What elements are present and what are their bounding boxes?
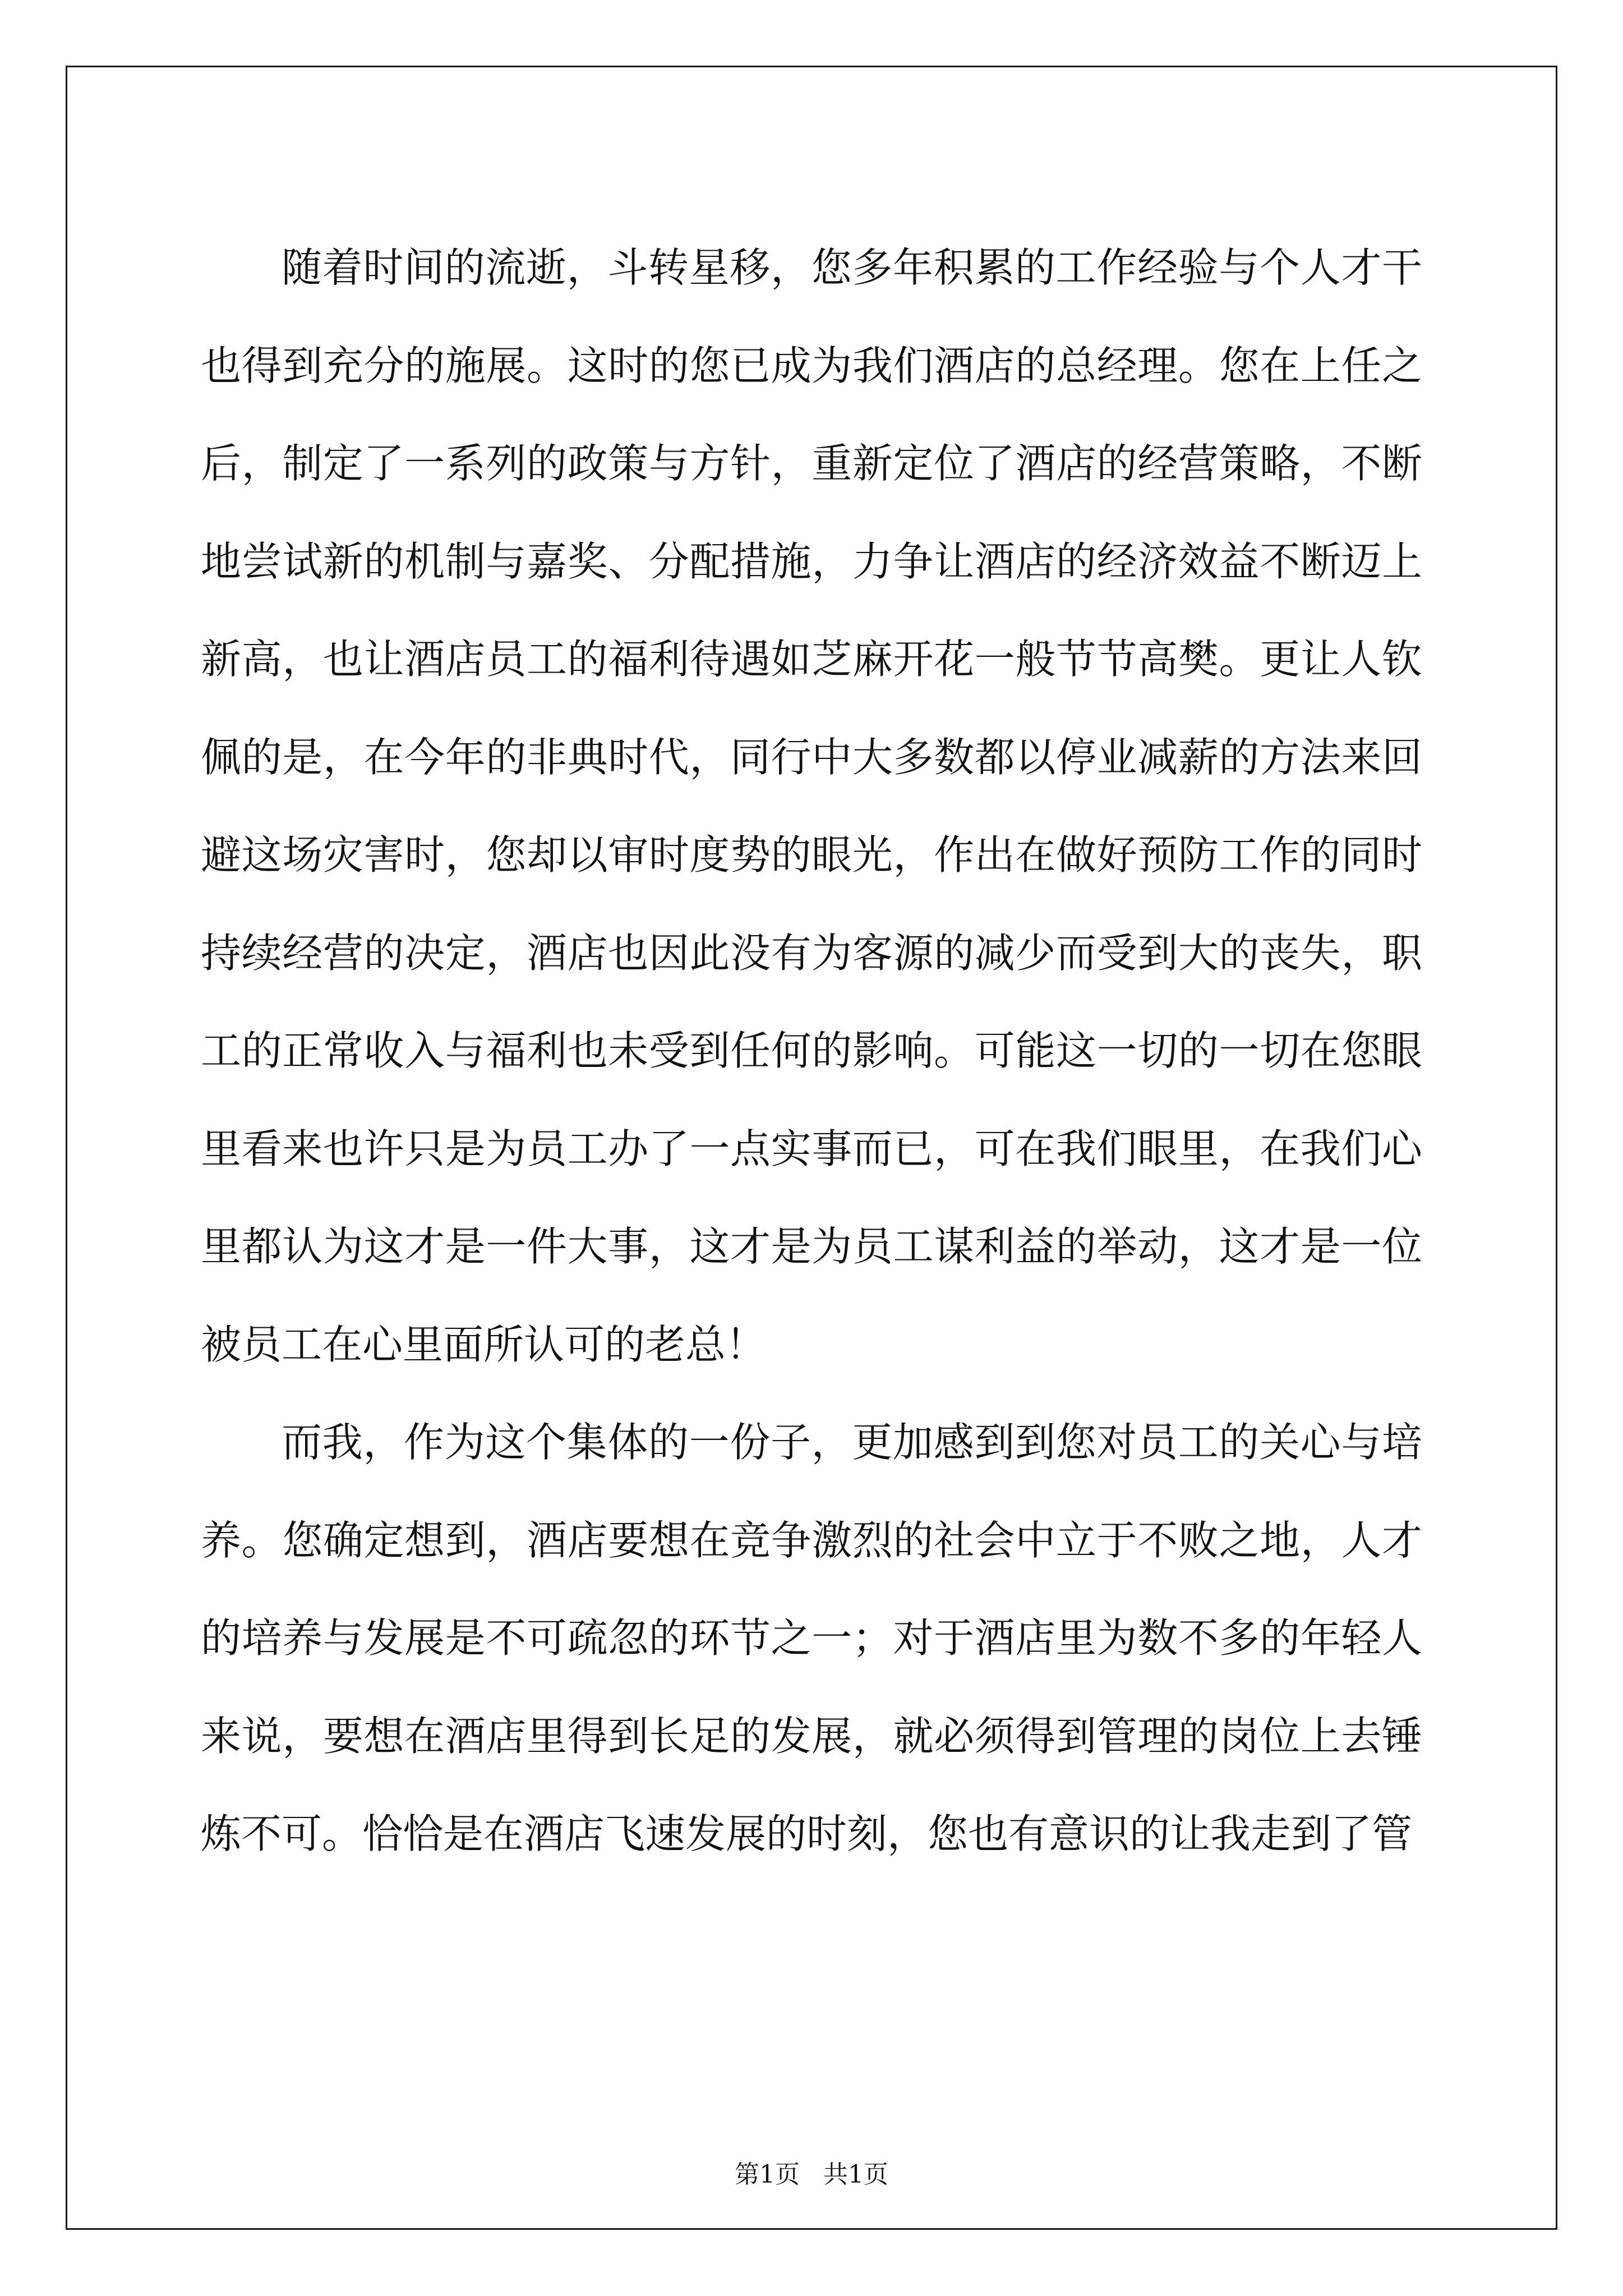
page-number-label: 第1页 <box>735 2160 800 2189</box>
document-body <box>201 219 1422 1883</box>
page-footer <box>0 2154 1623 2190</box>
paragraph-2: 而我，作为这个集体的一份子，更加感到到您对员工的关心与培养。您确定想到，酒店要想在竞争激烈的社会中立于不败之地，人才的培养与发展是不可疏忽的环节之一；对于酒店里为数不多的年轻人来说，要想在酒店里得到长足的发展，就必须得到管理的岗位上去锤炼不可。恰恰是在酒店飞速发展的时刻，您也有意识的让我走到了管 <box>201 1419 1422 1857</box>
paragraph-1: 随着时间的流逝，斗转星移，您多年积累的工作经验与个人才干也得到充分的施展。这时的您已成为我们酒店的总经理。您在上任之后，制定了一系列的政策与方针，重新定位了酒店的经营策略，不断地尝试新的机制与嘉奖、分配措施，力争让酒店的经济效益不断迈上新高，也让酒店员工的福利待遇如芝麻开花一般节节高樊。更让人钦佩的是，在今年的非典时代，同行中大多数都以停业减薪的方法来回避这场灾害时，您却以审时度势的眼光，作出在做好预防工作的同时持续经营的决定，酒店也因此没有为客源的减少而受到大的丧失，职工的正常收入与福利也未受到任何的影响。可能这一切的一切在您眼里看来也许只是为员工办了一点实事而已，可在我们眼里，在我们心里都认为这才是一件大事，这才是为员工谋利益的举动，这才是一位被员工在心里面所认可的老总！ <box>201 244 1422 1368</box>
total-pages-label: 共1页 <box>823 2160 888 2189</box>
